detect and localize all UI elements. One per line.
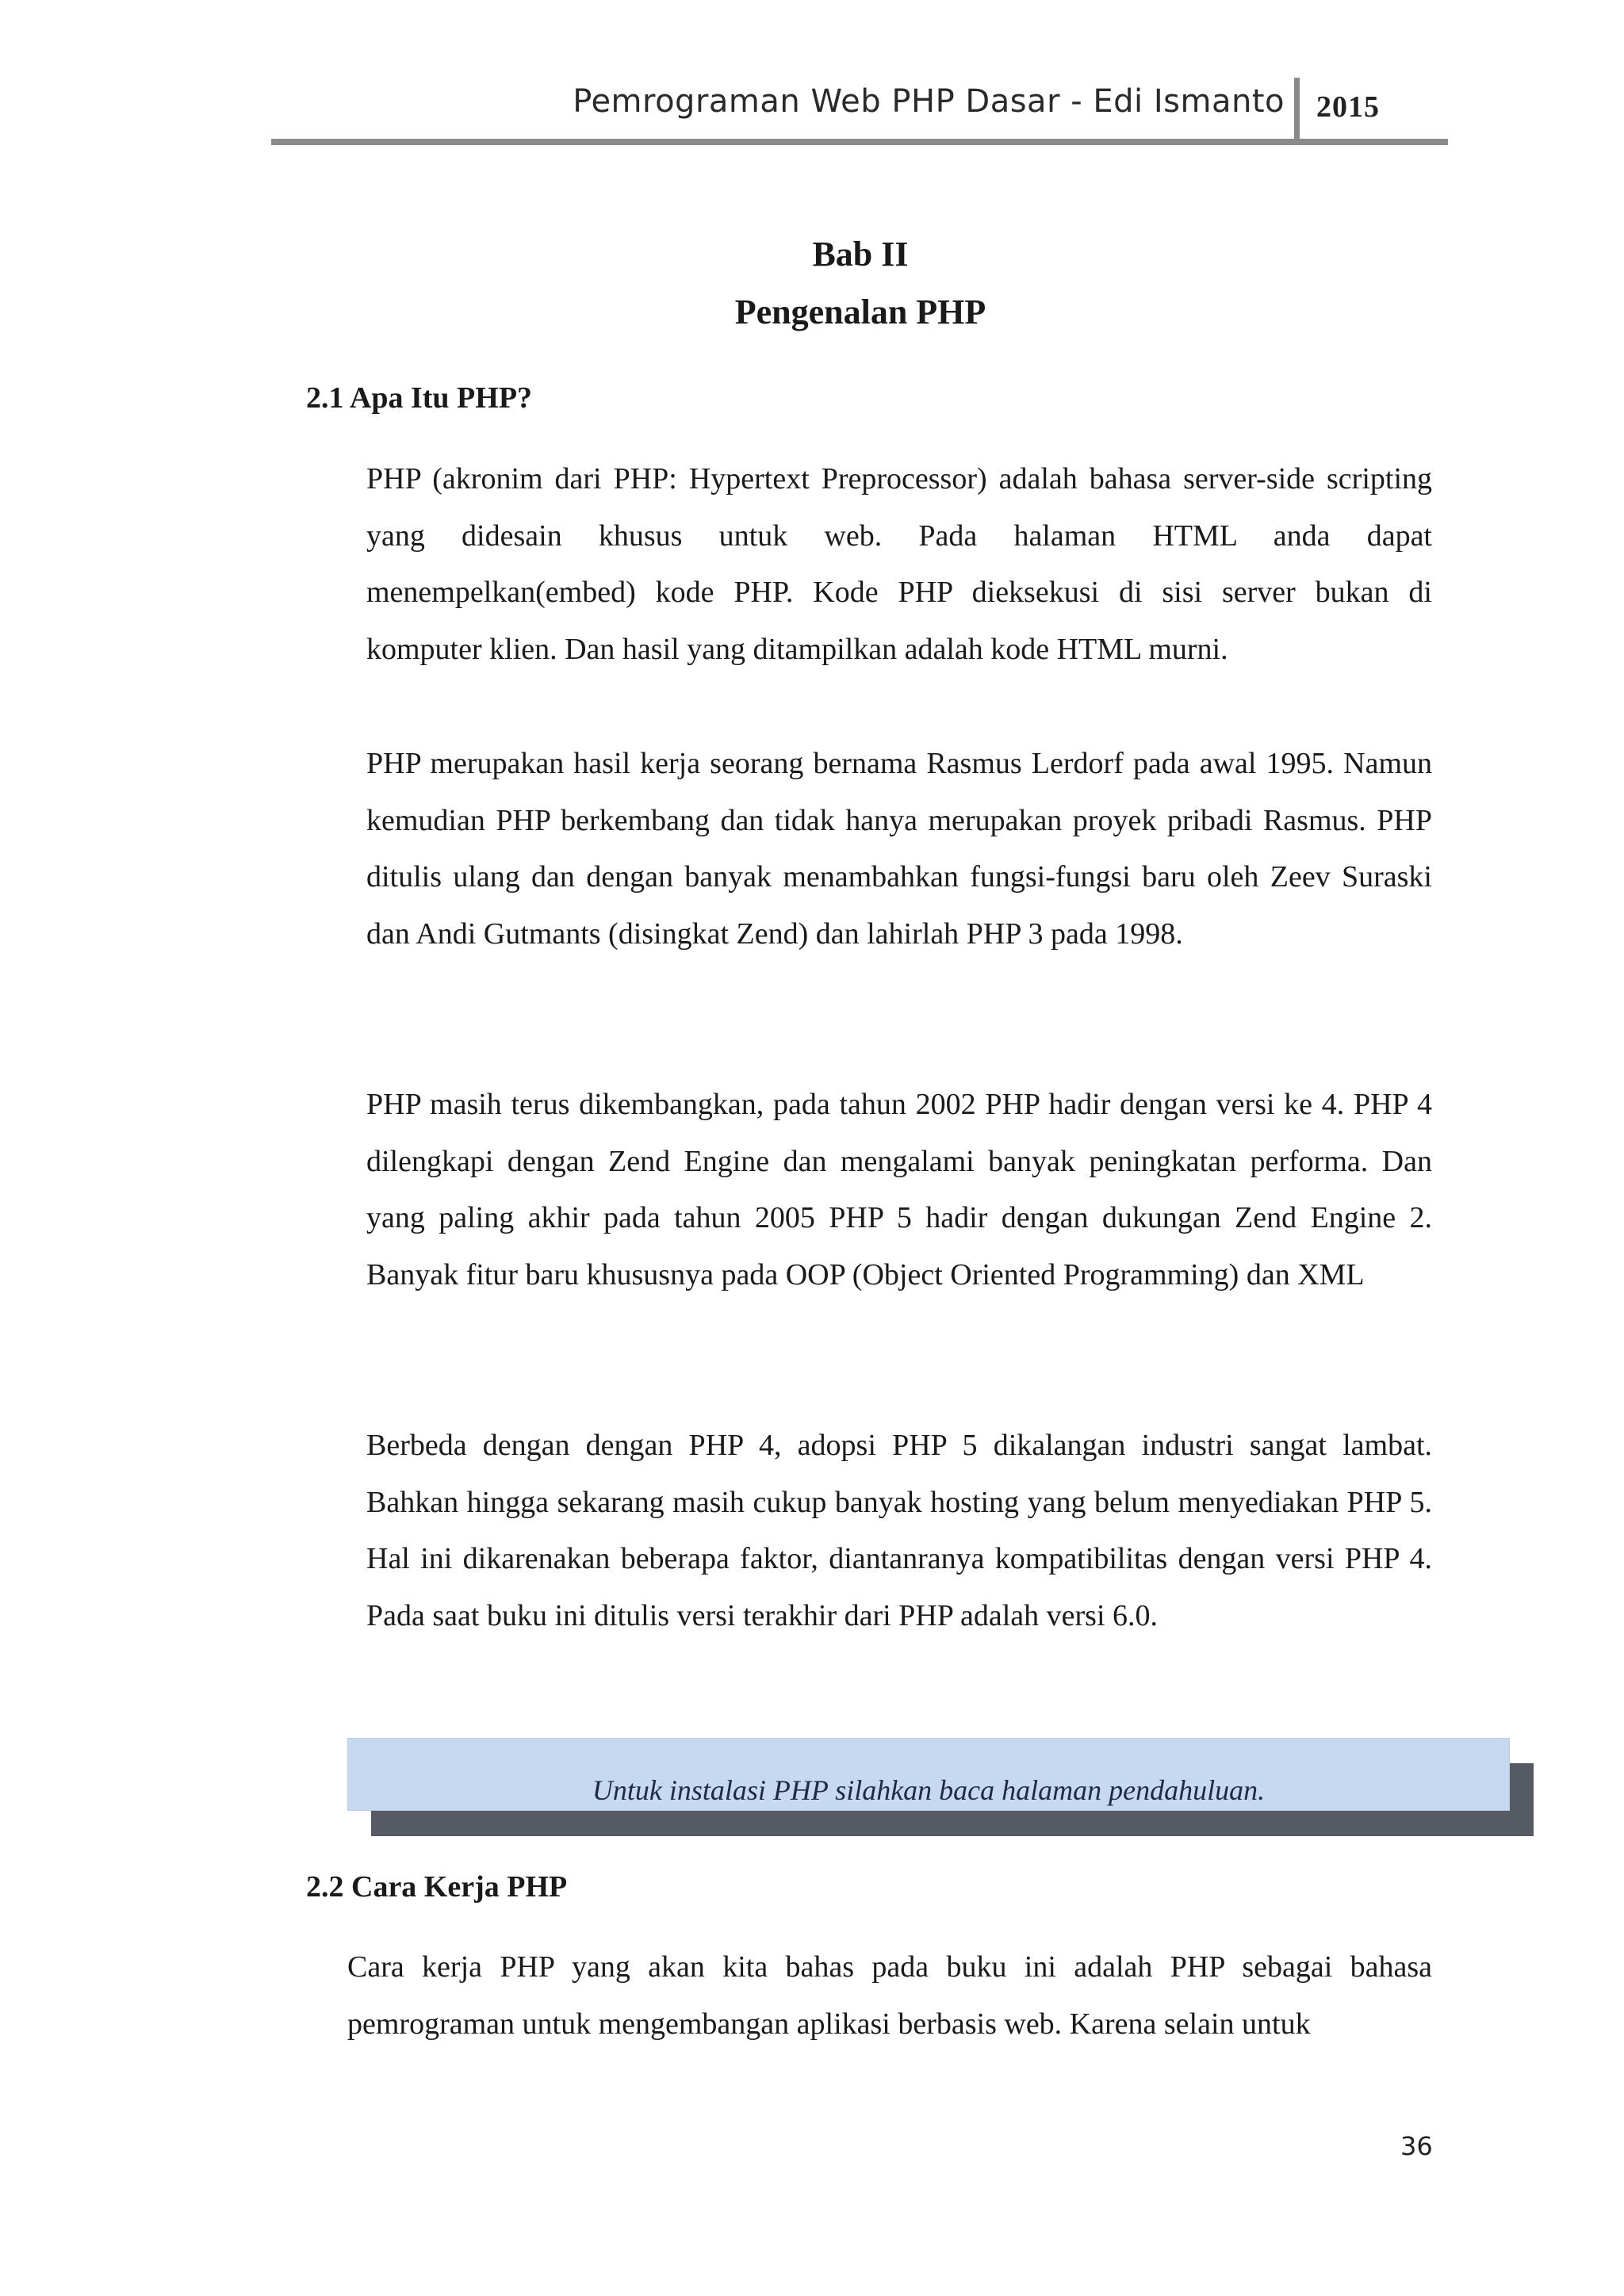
paragraph: PHP masih terus dikembangkan, pada tahun 2002 PHP hadir dengan versi ke 4. PHP 4 dilengkapi dengan Zend Engine dan mengalami banyak peningkatan performa. Dan yang paling akhir pada tahun 2005 PHP 5 hadir dengan dukungan Zend Engine 2. Banyak fitur baru khususnya pada OOP (Object Oriented Programming) dan XML [366,1088,1432,1292]
note-box [347,1738,1510,1811]
header-divider [1294,78,1300,143]
paragraph: PHP (akronim dari PHP: Hypertext Preprocessor) adalah bahasa server-side scripting yang didesain khusus untuk web. Pada halaman HTML anda dapat menempelkan(embed) kode PHP. Kode PHP dieksekusi di sisi server bukan di komputer klien. Dan hasil yang ditampilkan adalah kode HTML murni. [366,462,1432,666]
header-year: 2015 [1316,90,1380,124]
chapter-title: Pengenalan PHP [734,293,986,331]
paragraph: PHP merupakan hasil kerja seorang bernama Rasmus Lerdorf pada awal 1995. Namun kemudian PHP berkembang dan tidak hanya merupakan proyek pribadi Rasmus. PHP ditulis ulang dan dengan banyak menambahkan fungsi-fungsi baru oleh Zeev Suraski dan Andi Gutmants (disingkat Zend) dan lahirlah PHP 3 pada 1998. [366,747,1432,951]
section-heading-2-2: 2.2 Cara Kerja PHP [306,1870,568,1904]
chapter-label: Bab II [812,235,909,274]
header-rule [271,139,1448,145]
note-text: Untuk instalasi PHP silahkan baca halaman pendahuluan. [592,1774,1266,1806]
page-number: 36 [1400,2131,1433,2161]
header-book-title: Pemrograman Web PHP Dasar - Edi Ismanto [573,83,1285,120]
paragraph: Berbeda dengan dengan PHP 4, adopsi PHP 5 dikalangan industri sangat lambat. Bahkan hingga sekarang masih cukup banyak hosting yang belum menyediakan PHP 5. Hal ini dikarenakan beberapa faktor, diantanranya kompatibilitas dengan versi PHP 4. Pada saat buku ini ditulis versi terakhir dari PHP adalah versi 6.0. [366,1429,1432,1632]
paragraph: Cara kerja PHP yang akan kita bahas pada buku ini adalah PHP sebagai bahasa pemrograman untuk mengembangan aplikasi berbasis web. Karena selain untuk [347,1950,1432,2041]
section-heading-2-1: 2.1 Apa Itu PHP? [306,381,533,415]
